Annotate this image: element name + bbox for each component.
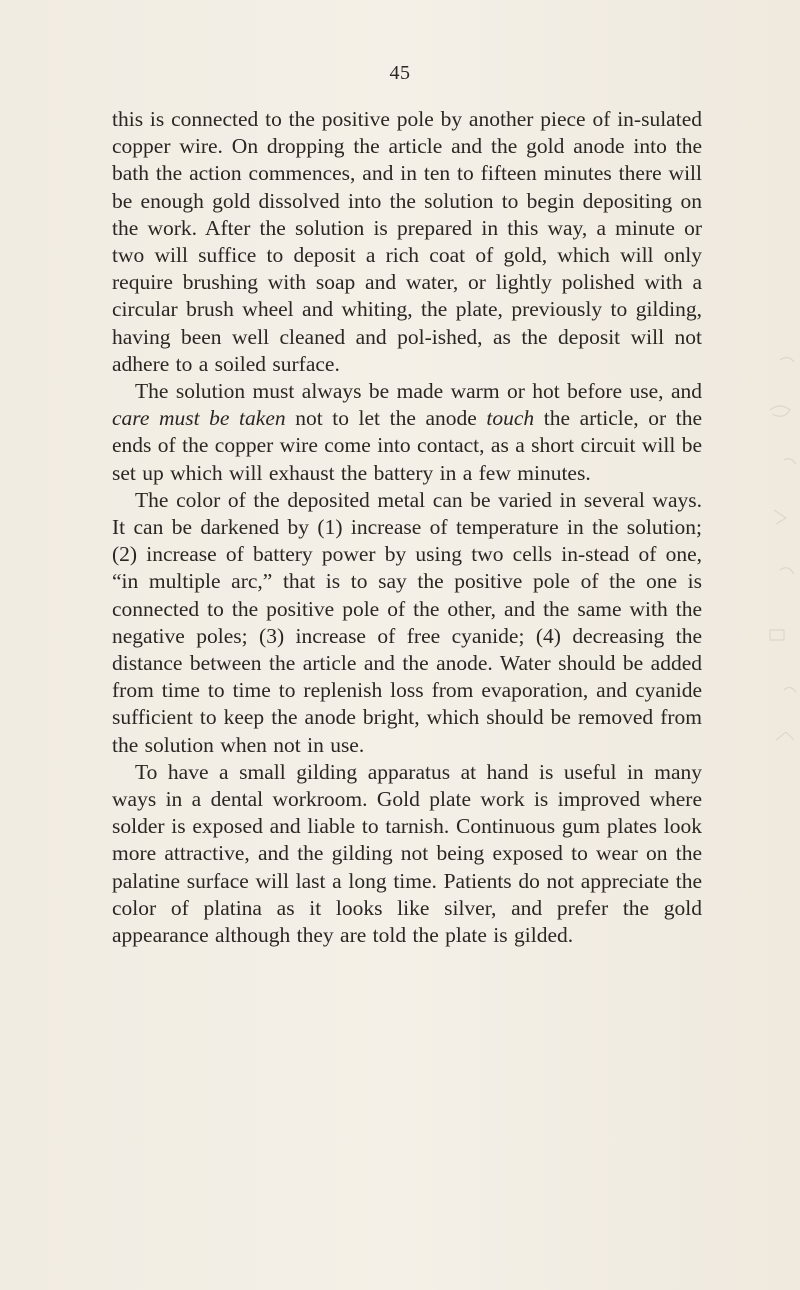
paragraph [112, 759, 702, 949]
text-run: To have a small gilding apparatus at hand is useful in many ways in a dental workroom. Gold plate work is improved where solder is exposed and liable to tarnish. Continuous gum plates look more attractive, and the gilding not being exposed to wear on the palatine surface will last a long time. Patients do not appreciate the color of platina as it looks like silver, and prefer the gold appearance although they are told the plate is gilded. [112, 759, 702, 948]
show-through-marks [740, 340, 800, 760]
text-run: The color of the deposited metal can be varied in several ways. It can be darkened by (1) increase of temperature in the solution; (2) increase of battery power by using two cells in-stead of one, “in multiple arc,” that is to say the positive pole of the one is connected to the positive pole of the other, and the same with the negative poles; (3) increase of free cyanide; (4) decreasing the distance between the article and the anode. Water should be added from time to time to replenish loss from evaporation, and cyanide sufficient to keep the anode bright, which should be removed from the solution when not in use. [112, 487, 702, 757]
italic-text: touch [486, 406, 535, 431]
text-run: not to let the anode [285, 406, 487, 431]
paragraph [112, 378, 702, 487]
text-run: the article, or the ends of the copper wire come into contact, as a short circuit will be set up which will exhaust the battery in a few minutes. [112, 406, 702, 485]
italic-text: care must be taken [112, 406, 286, 431]
body-text [112, 106, 702, 949]
paragraph [112, 106, 702, 378]
page-number: 45 [389, 62, 411, 84]
text-run: this is connected to the positive pole by another piece of in-sulated copper wire. On dropping the article and the gold anode into the bath the action commences, and in ten to fifteen minutes there will be enough gold dissolved into the solution to begin depositing on the work. After the solution is prepared in this way, a minute or two will suffice to deposit a rich coat of gold, which will only require brushing with soap and water, or lightly polished with a circular brush wheel and whiting, the plate, previously to gilding, having been well cleaned and pol-ished, as the deposit will not adhere to a soiled surface. [112, 107, 702, 376]
paragraph [112, 487, 702, 759]
text-run: The solution must always be made warm or hot before use, and [135, 379, 702, 404]
